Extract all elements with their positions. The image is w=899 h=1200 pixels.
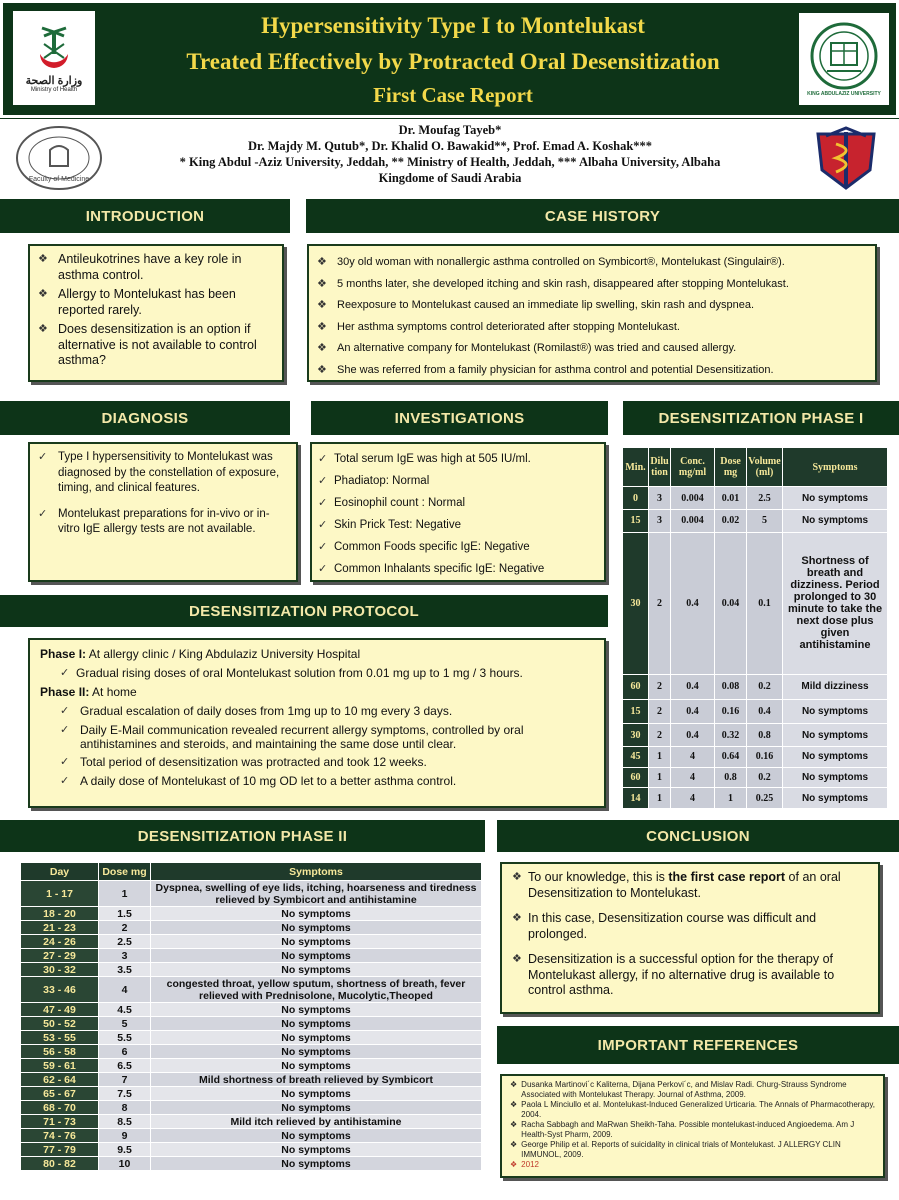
table-cell: 4: [671, 767, 715, 788]
list-item: ✓ Montelukast preparations for in-vivo or in-vitro IgE allergy tests are not available.: [38, 507, 288, 538]
case-history-box: [307, 244, 877, 382]
ministry-of-health-logo: [13, 11, 95, 105]
column-header: Day: [21, 863, 99, 881]
protocol-phase2-line: [40, 683, 594, 702]
check-bullet-icon: ✓: [318, 563, 328, 575]
symptoms-cell: No symptoms: [151, 1059, 482, 1073]
reference-item: ❖ Racha Sabbagh and MaRwan Sheikh-Taha. Possible montelukast-induced Angioedema. Am J Health-Syst Pharm, 2009.: [510, 1120, 855, 1139]
symptoms-cell: Mild shortness of breath relieved by Symbicort: [151, 1073, 482, 1087]
table-cell: 21 - 23: [21, 921, 99, 935]
list-item: ✓ Type I hypersensitivity to Montelukast was diagnosed by the constellation of exposure, timing, and clinical features.: [38, 450, 288, 497]
phase1-table: [622, 447, 888, 809]
table-row: [21, 1129, 482, 1143]
investigations-list: [318, 448, 598, 580]
table-cell: 2.5: [99, 935, 151, 949]
table-cell: 1: [99, 881, 151, 907]
table-cell: 80 - 82: [21, 1157, 99, 1171]
phase1-label: Phase I:: [40, 647, 87, 661]
table-cell: 0.64: [715, 747, 747, 768]
table-cell: 30: [623, 532, 649, 674]
symptoms-cell: No symptoms: [783, 509, 888, 532]
caduceus-shield-icon: [806, 124, 886, 194]
table-cell: 0.4: [671, 699, 715, 724]
column-header: Conc. mg/ml: [671, 448, 715, 487]
table-cell: 1: [649, 767, 671, 788]
university-emblem-icon: [809, 21, 879, 91]
list-item: ✓ Common Foods specific IgE: Negative: [318, 536, 598, 558]
phase2-location: At home: [92, 685, 137, 699]
university-logo-caption: KING ABDULAZIZ UNIVERSITY: [807, 91, 881, 97]
references-heading: IMPORTANT REFERENCES: [497, 1026, 899, 1064]
table-cell: 5: [99, 1017, 151, 1031]
albaha-university-logo: [806, 124, 886, 194]
table-row: [21, 949, 482, 963]
symptoms-cell: No symptoms: [151, 963, 482, 977]
table-cell: 0.08: [715, 674, 747, 699]
table-cell: 1: [715, 788, 747, 809]
symptoms-cell: No symptoms: [783, 747, 888, 768]
check-bullet-icon: ✓: [318, 475, 328, 487]
symptoms-cell: No symptoms: [151, 921, 482, 935]
protocol-box: [28, 638, 606, 808]
phase2-table-body: [21, 881, 482, 1171]
list-item: ✓ Skin Prick Test: Negative: [318, 514, 598, 536]
symptoms-cell: No symptoms: [151, 1087, 482, 1101]
table-cell: 5: [747, 509, 783, 532]
table-cell: 2: [99, 921, 151, 935]
symptoms-cell: No symptoms: [151, 1003, 482, 1017]
table-row: [623, 724, 888, 747]
symptoms-cell: No symptoms: [151, 1031, 482, 1045]
poster-header: [0, 0, 899, 118]
table-cell: 5.5: [99, 1031, 151, 1045]
list-item: ❖ An alternative company for Montelukast (Romilast®) was tried and caused allergy.: [317, 338, 867, 360]
symptoms-cell: No symptoms: [783, 767, 888, 788]
list-item: ❖ Reexposure to Montelukast caused an immediate lip swelling, skin rash and dyspnea.: [317, 295, 867, 317]
symptoms-cell: No symptoms: [151, 949, 482, 963]
table-row: [21, 935, 482, 949]
table-cell: 6: [99, 1045, 151, 1059]
diamond-bullet-icon: ❖: [317, 299, 327, 311]
list-item: ✓ Gradual rising doses of oral Montelukast solution from 0.01 mg up to 1 mg / 3 hours.: [40, 664, 594, 683]
table-row: [21, 1003, 482, 1017]
list-item: ✓ Total serum IgE was high at 505 IU/ml.: [318, 448, 598, 470]
symptoms-cell: No symptoms: [783, 724, 888, 747]
list-item: ❖ Antileukotrines have a key role in asthma control.: [38, 252, 242, 282]
column-header: Volume (ml): [747, 448, 783, 487]
phase1-heading: DESENSITIZATION PHASE I: [623, 401, 899, 435]
list-item: ✓ Eosinophil count : Normal: [318, 492, 598, 514]
table-row: [623, 788, 888, 809]
table-cell: 2: [649, 699, 671, 724]
conclusion-heading: CONCLUSION: [497, 820, 899, 852]
table-cell: 6.5: [99, 1059, 151, 1073]
table-cell: 3: [649, 487, 671, 510]
poster-title-line2: Treated Effectively by Protracted Oral Desensitization: [186, 49, 720, 74]
case-history-heading: CASE HISTORY: [306, 199, 899, 233]
table-cell: 1 - 17: [21, 881, 99, 907]
check-bullet-icon: ✓: [60, 705, 70, 717]
symptoms-cell: No symptoms: [783, 699, 888, 724]
list-item: ✓ Phadiatop: Normal: [318, 470, 598, 492]
diamond-bullet-icon: ❖: [317, 256, 327, 268]
diamond-bullet-icon: ❖: [510, 1100, 518, 1109]
diamond-bullet-icon: ❖: [510, 1120, 518, 1129]
table-cell: 4: [99, 977, 151, 1003]
reference-item: ❖ Paola L Minciullo et al. Montelukast-Induced Generalized Urticaria. The Annals of Pharmacotherapy, 2004.: [510, 1100, 875, 1119]
table-cell: 74 - 76: [21, 1129, 99, 1143]
table-header-row: [21, 863, 482, 881]
phase2-label: Phase II:: [40, 685, 90, 699]
table-cell: 8: [99, 1101, 151, 1115]
table-cell: 0.04: [715, 532, 747, 674]
check-bullet-icon: ✓: [318, 519, 328, 531]
symptoms-cell: No symptoms: [151, 1045, 482, 1059]
table-cell: 2: [649, 724, 671, 747]
table-row: [623, 509, 888, 532]
investigations-heading: INVESTIGATIONS: [311, 401, 608, 435]
table-row: [623, 674, 888, 699]
diamond-bullet-icon: ❖: [512, 912, 522, 924]
diamond-bullet-icon: ❖: [512, 871, 522, 883]
phase2-heading: DESENSITIZATION PHASE II: [0, 820, 485, 852]
list-item: ✓ Total period of desensitization was protracted and took 12 weeks.: [40, 753, 594, 772]
table-cell: 24 - 26: [21, 935, 99, 949]
table-row: [21, 1157, 482, 1171]
column-header: Dose mg: [715, 448, 747, 487]
conclusion-box: [500, 862, 880, 1014]
introduction-box: [28, 244, 284, 382]
table-cell: 0.32: [715, 724, 747, 747]
table-cell: 47 - 49: [21, 1003, 99, 1017]
diamond-bullet-icon: ❖: [512, 953, 522, 965]
author-line-1: Dr. Moufag Tayeb*: [398, 123, 502, 137]
list-item: ❖ She was referred from a family physician for asthma control and potential Desensitization.: [317, 360, 867, 382]
check-bullet-icon: ✓: [38, 451, 48, 463]
table-cell: 10: [99, 1157, 151, 1171]
diamond-bullet-icon: ❖: [510, 1080, 518, 1089]
table-cell: 4: [671, 747, 715, 768]
list-item: ✓ A daily dose of Montelukast of 10 mg OD let to a better asthma control.: [40, 772, 594, 791]
table-cell: 0.004: [671, 509, 715, 532]
table-cell: 0.4: [671, 532, 715, 674]
protocol-phase1-line: [40, 645, 594, 664]
table-cell: 1: [649, 788, 671, 809]
check-bullet-icon: ✓: [60, 775, 70, 787]
table-row: [623, 532, 888, 674]
table-cell: 60: [623, 767, 649, 788]
table-cell: 3: [99, 949, 151, 963]
reference-item: ❖ George Philip et al. Reports of suicidality in clinical trials of Montelukast. J ALLERGY CLIN IMMUNOL, 2009.: [510, 1140, 841, 1159]
symptoms-cell: No symptoms: [151, 1017, 482, 1031]
list-item: ❖ Allergy to Montelukast has been reported rarely.: [38, 287, 236, 317]
check-bullet-icon: ✓: [318, 453, 328, 465]
table-cell: 0.4: [671, 724, 715, 747]
king-abdulaziz-university-logo: [799, 13, 889, 105]
symptoms-cell: No symptoms: [151, 935, 482, 949]
table-cell: 0.4: [671, 674, 715, 699]
author-line-4: Kingdome of Saudi Arabia: [378, 171, 522, 185]
table-cell: 33 - 46: [21, 977, 99, 1003]
table-row: [21, 1143, 482, 1157]
symptoms-cell: Mild itch relieved by antihistamine: [151, 1115, 482, 1129]
table-cell: 0.004: [671, 487, 715, 510]
table-cell: 50 - 52: [21, 1017, 99, 1031]
list-item: ✓ Daily E-Mail communication revealed recurrent allergy symptoms, controlled by oral antihistamines and steroids, and maintaining the same dose until clear.: [60, 723, 524, 751]
table-cell: 15: [623, 699, 649, 724]
table-cell: 30 - 32: [21, 963, 99, 977]
table-row: [21, 907, 482, 921]
symptoms-cell: No symptoms: [151, 1143, 482, 1157]
table-row: [21, 963, 482, 977]
phase2-table-wrap: [20, 862, 482, 1190]
diamond-bullet-icon: ❖: [317, 342, 327, 354]
table-cell: 9: [99, 1129, 151, 1143]
table-row: [21, 1031, 482, 1045]
reference-item: ❖ 2012: [510, 1160, 539, 1169]
table-cell: 0.02: [715, 509, 747, 532]
crescent-palm-icon: [32, 24, 76, 74]
table-cell: 60: [623, 674, 649, 699]
table-cell: 68 - 70: [21, 1101, 99, 1115]
introduction-heading: INTRODUCTION: [0, 199, 290, 233]
table-cell: 4: [671, 788, 715, 809]
table-row: [623, 747, 888, 768]
list-item: ❖ Her asthma symptoms control deteriorated after stopping Montelukast.: [317, 317, 867, 339]
table-cell: 59 - 61: [21, 1059, 99, 1073]
diamond-bullet-icon: ❖: [510, 1160, 518, 1169]
references-box: [500, 1074, 885, 1178]
diamond-bullet-icon: ❖: [317, 320, 327, 333]
check-bullet-icon: ✓: [318, 541, 328, 553]
table-cell: 8.5: [99, 1115, 151, 1129]
table-row: [21, 1115, 482, 1129]
table-cell: 0.2: [747, 674, 783, 699]
table-cell: 53 - 55: [21, 1031, 99, 1045]
diamond-bullet-icon: ❖: [510, 1140, 518, 1149]
list-item: [512, 870, 868, 901]
diagnosis-heading: DIAGNOSIS: [0, 401, 290, 435]
table-row: [21, 921, 482, 935]
table-cell: 65 - 67: [21, 1087, 99, 1101]
check-bullet-icon: ✓: [60, 724, 70, 736]
symptoms-cell: No symptoms: [151, 1101, 482, 1115]
column-header: Symptoms: [783, 448, 888, 487]
author-line-2: Dr. Majdy M. Qutub*, Dr. Khalid O. Bawakid**, Prof. Emad A. Koshak***: [247, 139, 653, 153]
diagnosis-list: [38, 450, 288, 538]
ministry-logo-caption: Ministry of Health: [30, 86, 78, 93]
table-cell: 14: [623, 788, 649, 809]
symptoms-cell: No symptoms: [783, 788, 888, 809]
diamond-bullet-icon: ❖: [317, 363, 327, 376]
faculty-logo-caption: Faculty of Medicine: [28, 176, 90, 183]
table-cell: 56 - 58: [21, 1045, 99, 1059]
list-item: ❖ In this case, Desensitization course was difficult and prolonged.: [512, 911, 817, 941]
table-cell: 0.01: [715, 487, 747, 510]
table-cell: 3.5: [99, 963, 151, 977]
symptoms-cell: No symptoms: [151, 1157, 482, 1171]
table-cell: 0.8: [715, 767, 747, 788]
table-cell: 15: [623, 509, 649, 532]
list-item: ❖ Does desensitization is an option if alternative is not available to control asthma?: [38, 322, 257, 367]
check-bullet-icon: ✓: [60, 756, 70, 768]
diamond-bullet-icon: ❖: [38, 253, 48, 265]
table-row: [21, 1017, 482, 1031]
table-header-row: [623, 448, 888, 487]
list-item: ✓ Common Inhalants specific IgE: Negative: [318, 558, 598, 580]
table-row: [21, 1059, 482, 1073]
table-cell: 0.16: [747, 747, 783, 768]
check-bullet-icon: ✓: [38, 507, 48, 520]
list-item: ✓ Gradual escalation of daily doses from 1mg up to 10 mg every 3 days.: [40, 702, 594, 721]
table-cell: 0.4: [747, 699, 783, 724]
symptoms-cell: No symptoms: [151, 1129, 482, 1143]
table-cell: 4.5: [99, 1003, 151, 1017]
table-cell: 7: [99, 1073, 151, 1087]
table-row: [623, 487, 888, 510]
table-cell: 0.2: [747, 767, 783, 788]
author-line-3: * King Abdul -Aziz University, Jeddah, ** Ministry of Health, Jeddah, *** Albaha University, Albaha: [179, 155, 721, 169]
column-header: Dilu tion: [649, 448, 671, 487]
diamond-bullet-icon: ❖: [38, 323, 48, 335]
table-row: [623, 767, 888, 788]
references-list: [510, 1080, 875, 1170]
list-item: ❖ 30y old woman with nonallergic asthma controlled on Symbicort®, Montelukast (Singulair®).: [317, 252, 867, 274]
table-cell: 3: [649, 509, 671, 532]
conclusion-item-1: To our knowledge, this is the first case report of an oral Desensitization to Montelukast.: [528, 870, 841, 900]
table-cell: 30: [623, 724, 649, 747]
table-row: [21, 1101, 482, 1115]
diamond-bullet-icon: ❖: [38, 288, 48, 300]
column-header: Min.: [623, 448, 649, 487]
symptoms-cell: Mild dizziness: [783, 674, 888, 699]
table-cell: 9.5: [99, 1143, 151, 1157]
diamond-bullet-icon: ❖: [317, 277, 327, 290]
table-cell: 18 - 20: [21, 907, 99, 921]
table-cell: 71 - 73: [21, 1115, 99, 1129]
list-item: ❖ 5 months later, she developed itching and skin rash, disappeared after stopping Montelukast.: [317, 274, 867, 296]
symptoms-cell: No symptoms: [783, 487, 888, 510]
table-cell: 0.16: [715, 699, 747, 724]
column-header: Dose mg: [99, 863, 151, 881]
case-history-list: [317, 252, 867, 381]
table-row: [623, 699, 888, 724]
phase2-table: [20, 862, 482, 1171]
table-cell: 1.5: [99, 907, 151, 921]
authors-block: [100, 122, 800, 186]
introduction-list: [38, 252, 274, 369]
table-cell: 0.8: [747, 724, 783, 747]
faculty-of-medicine-logo: [14, 124, 104, 192]
list-item: ❖ Desensitization is a successful option for the therapy of Montelukast allergy, if no alternative drug is available to control asthma.: [512, 952, 835, 997]
table-cell: 27 - 29: [21, 949, 99, 963]
table-cell: 2: [649, 674, 671, 699]
check-bullet-icon: ✓: [318, 497, 328, 509]
diagnosis-box: [28, 442, 298, 582]
table-cell: 1: [649, 747, 671, 768]
protocol-heading: DESENSITIZATION PROTOCOL: [0, 595, 608, 627]
investigations-box: [310, 442, 606, 582]
table-cell: 2.5: [747, 487, 783, 510]
table-cell: 7.5: [99, 1087, 151, 1101]
table-row: [21, 1045, 482, 1059]
symptoms-cell: congested throat, yellow sputum, shortness of breath, fever relieved with Prednisolone, Mucolytic,Theoped: [151, 977, 482, 1003]
table-cell: 62 - 64: [21, 1073, 99, 1087]
table-cell: 0.1: [747, 532, 783, 674]
table-row: [21, 1087, 482, 1101]
symptoms-cell: No symptoms: [151, 907, 482, 921]
table-row: [21, 881, 482, 907]
symptoms-cell: Shortness of breath and dizziness. Period prolonged to 30 minute to take the next dose plus given antihistamine: [783, 532, 888, 674]
table-cell: 0: [623, 487, 649, 510]
poster-title-line1: Hypersensitivity Type I to Montelukast: [261, 13, 645, 38]
ministry-logo-arabic: وزارة الصحة: [25, 74, 83, 87]
symptoms-cell: Dyspnea, swelling of eye lids, itching, hoarseness and tiredness relieved by Symbicort and antihistamine: [151, 881, 482, 907]
table-row: [21, 1073, 482, 1087]
table-cell: 45: [623, 747, 649, 768]
table-cell: 2: [649, 532, 671, 674]
table-cell: 0.25: [747, 788, 783, 809]
phase1-table-body: [623, 487, 888, 809]
check-bullet-icon: ✓: [60, 667, 70, 679]
column-header: Symptoms: [151, 863, 482, 881]
phase1-location: At allergy clinic / King Abdulaziz University Hospital: [88, 647, 361, 661]
reference-item: ❖ Dusanka Martinovi´c Kaliterna, Dijana Perkovi´c, and Mislav Radi. Churg-Strauss Syndrome Associated with Montelukast Therapy. Journal of Asthma, 2009.: [510, 1080, 847, 1099]
table-row: [21, 977, 482, 1003]
poster-subtitle: First Case Report: [373, 83, 533, 107]
table-cell: 77 - 79: [21, 1143, 99, 1157]
phase1-table-wrap: [622, 447, 888, 809]
